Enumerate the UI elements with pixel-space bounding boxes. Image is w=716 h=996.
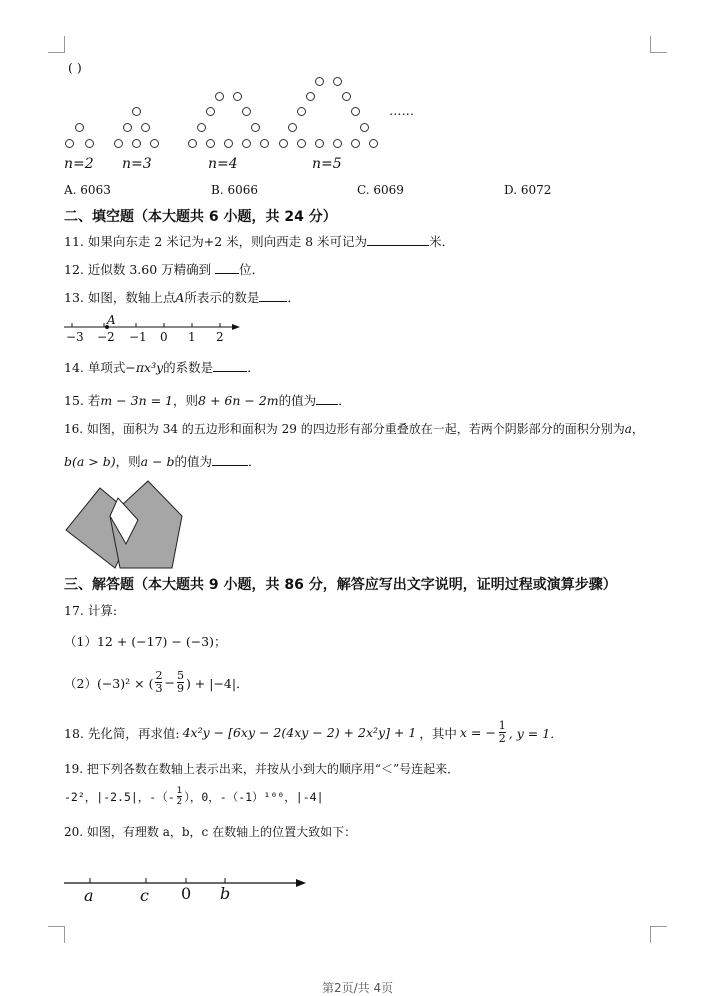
q16-overlap-figure (60, 478, 190, 572)
question-15: 15. 若m − 3n = 1，则8 + 6n − 2m的值为 ． (64, 393, 351, 408)
page-footer: 第2页/共 4页 (322, 981, 394, 995)
n-label-2: n=2 (64, 156, 94, 172)
dot-ellipsis: …… (389, 103, 414, 118)
question-16-line2: b(a > b)，则a − b的值为 ． (64, 454, 261, 469)
n-label-4: n=4 (208, 156, 238, 172)
n-label-5: n=5 (312, 156, 342, 172)
question-17-title: 17. 计算: (64, 603, 118, 618)
question-12: 12. 近似数 3.60 万精确到 位． (64, 262, 265, 277)
question-14: 14. 单项式−πx³y的系数是 ． (64, 360, 260, 375)
q13-tick--2: −2 (97, 330, 115, 344)
option-d: D. 6072 (504, 183, 552, 197)
q13-tick--1: −1 (129, 330, 147, 344)
q13-tick--3: −3 (66, 330, 84, 344)
crop-mark-bottom-left (48, 926, 65, 943)
question-13: 13. 如图，数轴上点A所表示的数是 ． (64, 290, 300, 305)
option-b: B. 6066 (211, 183, 258, 197)
q20-label-0: 0 (181, 884, 192, 903)
question-11: 11. 如果向东走 2 米记为+2 米，则向西走 8 米可记为 米． (64, 234, 455, 249)
q20-label-a: a (84, 886, 94, 905)
crop-mark-bottom-right (650, 926, 667, 943)
option-c: C. 6069 (357, 183, 404, 197)
section-heading-solve: 三、解答题（本大题共 9 小题，共 86 分，解答应写出文字说明，证明过程或演算步骤） (64, 577, 617, 593)
question-19-numbers: -2²，|-2.5|，-（- $\frac{1}{2}$ ），0，-（-1）¹⁰⁰，|-4| (64, 786, 324, 807)
question-18: 18. 先化简，再求值: 4x²y − [6xy − 2(4xy − 2) + 2x²y] + 1 ，其中 x = − $\frac{1}{2}$ , y = 1． (64, 719, 563, 745)
question-16-line1: 16. 如图，面积为 34 的五边形和面积为 29 的四边形有部分重叠放在一起，若两个阴影部分的面积分别为a， (64, 422, 644, 436)
question-17-part2: （2）(−3)² × ( $\frac{2}{3}$ − $\frac{5}{9}$ ) + |−4|． (64, 669, 249, 695)
option-a: A. 6063 (64, 183, 111, 197)
question-20: 20. 如图，有理数 a，b，c 在数轴上的位置大致如下： (64, 825, 357, 839)
q13-tick-0: 0 (160, 330, 168, 344)
q20-label-b: b (220, 884, 231, 903)
question-17-part1: （1）12 + (−17) − (−3)； (64, 634, 227, 649)
question-19: 19. 把下列各数在数轴上表示出来，并按从小到大的顺序用“＜”号连起来． (64, 762, 460, 776)
dot-pattern-figure (0, 0, 716, 180)
q20-label-c: c (140, 886, 149, 905)
q13-tick-2: 2 (216, 330, 224, 344)
section-heading-fill-blank: 二、填空题（本大题共 6 小题，共 24 分） (64, 209, 337, 225)
q13-tick-1: 1 (188, 330, 196, 344)
answer-paren: ( ) (68, 60, 82, 75)
n-label-3: n=3 (122, 156, 152, 172)
q13-point-label: A (107, 313, 116, 327)
